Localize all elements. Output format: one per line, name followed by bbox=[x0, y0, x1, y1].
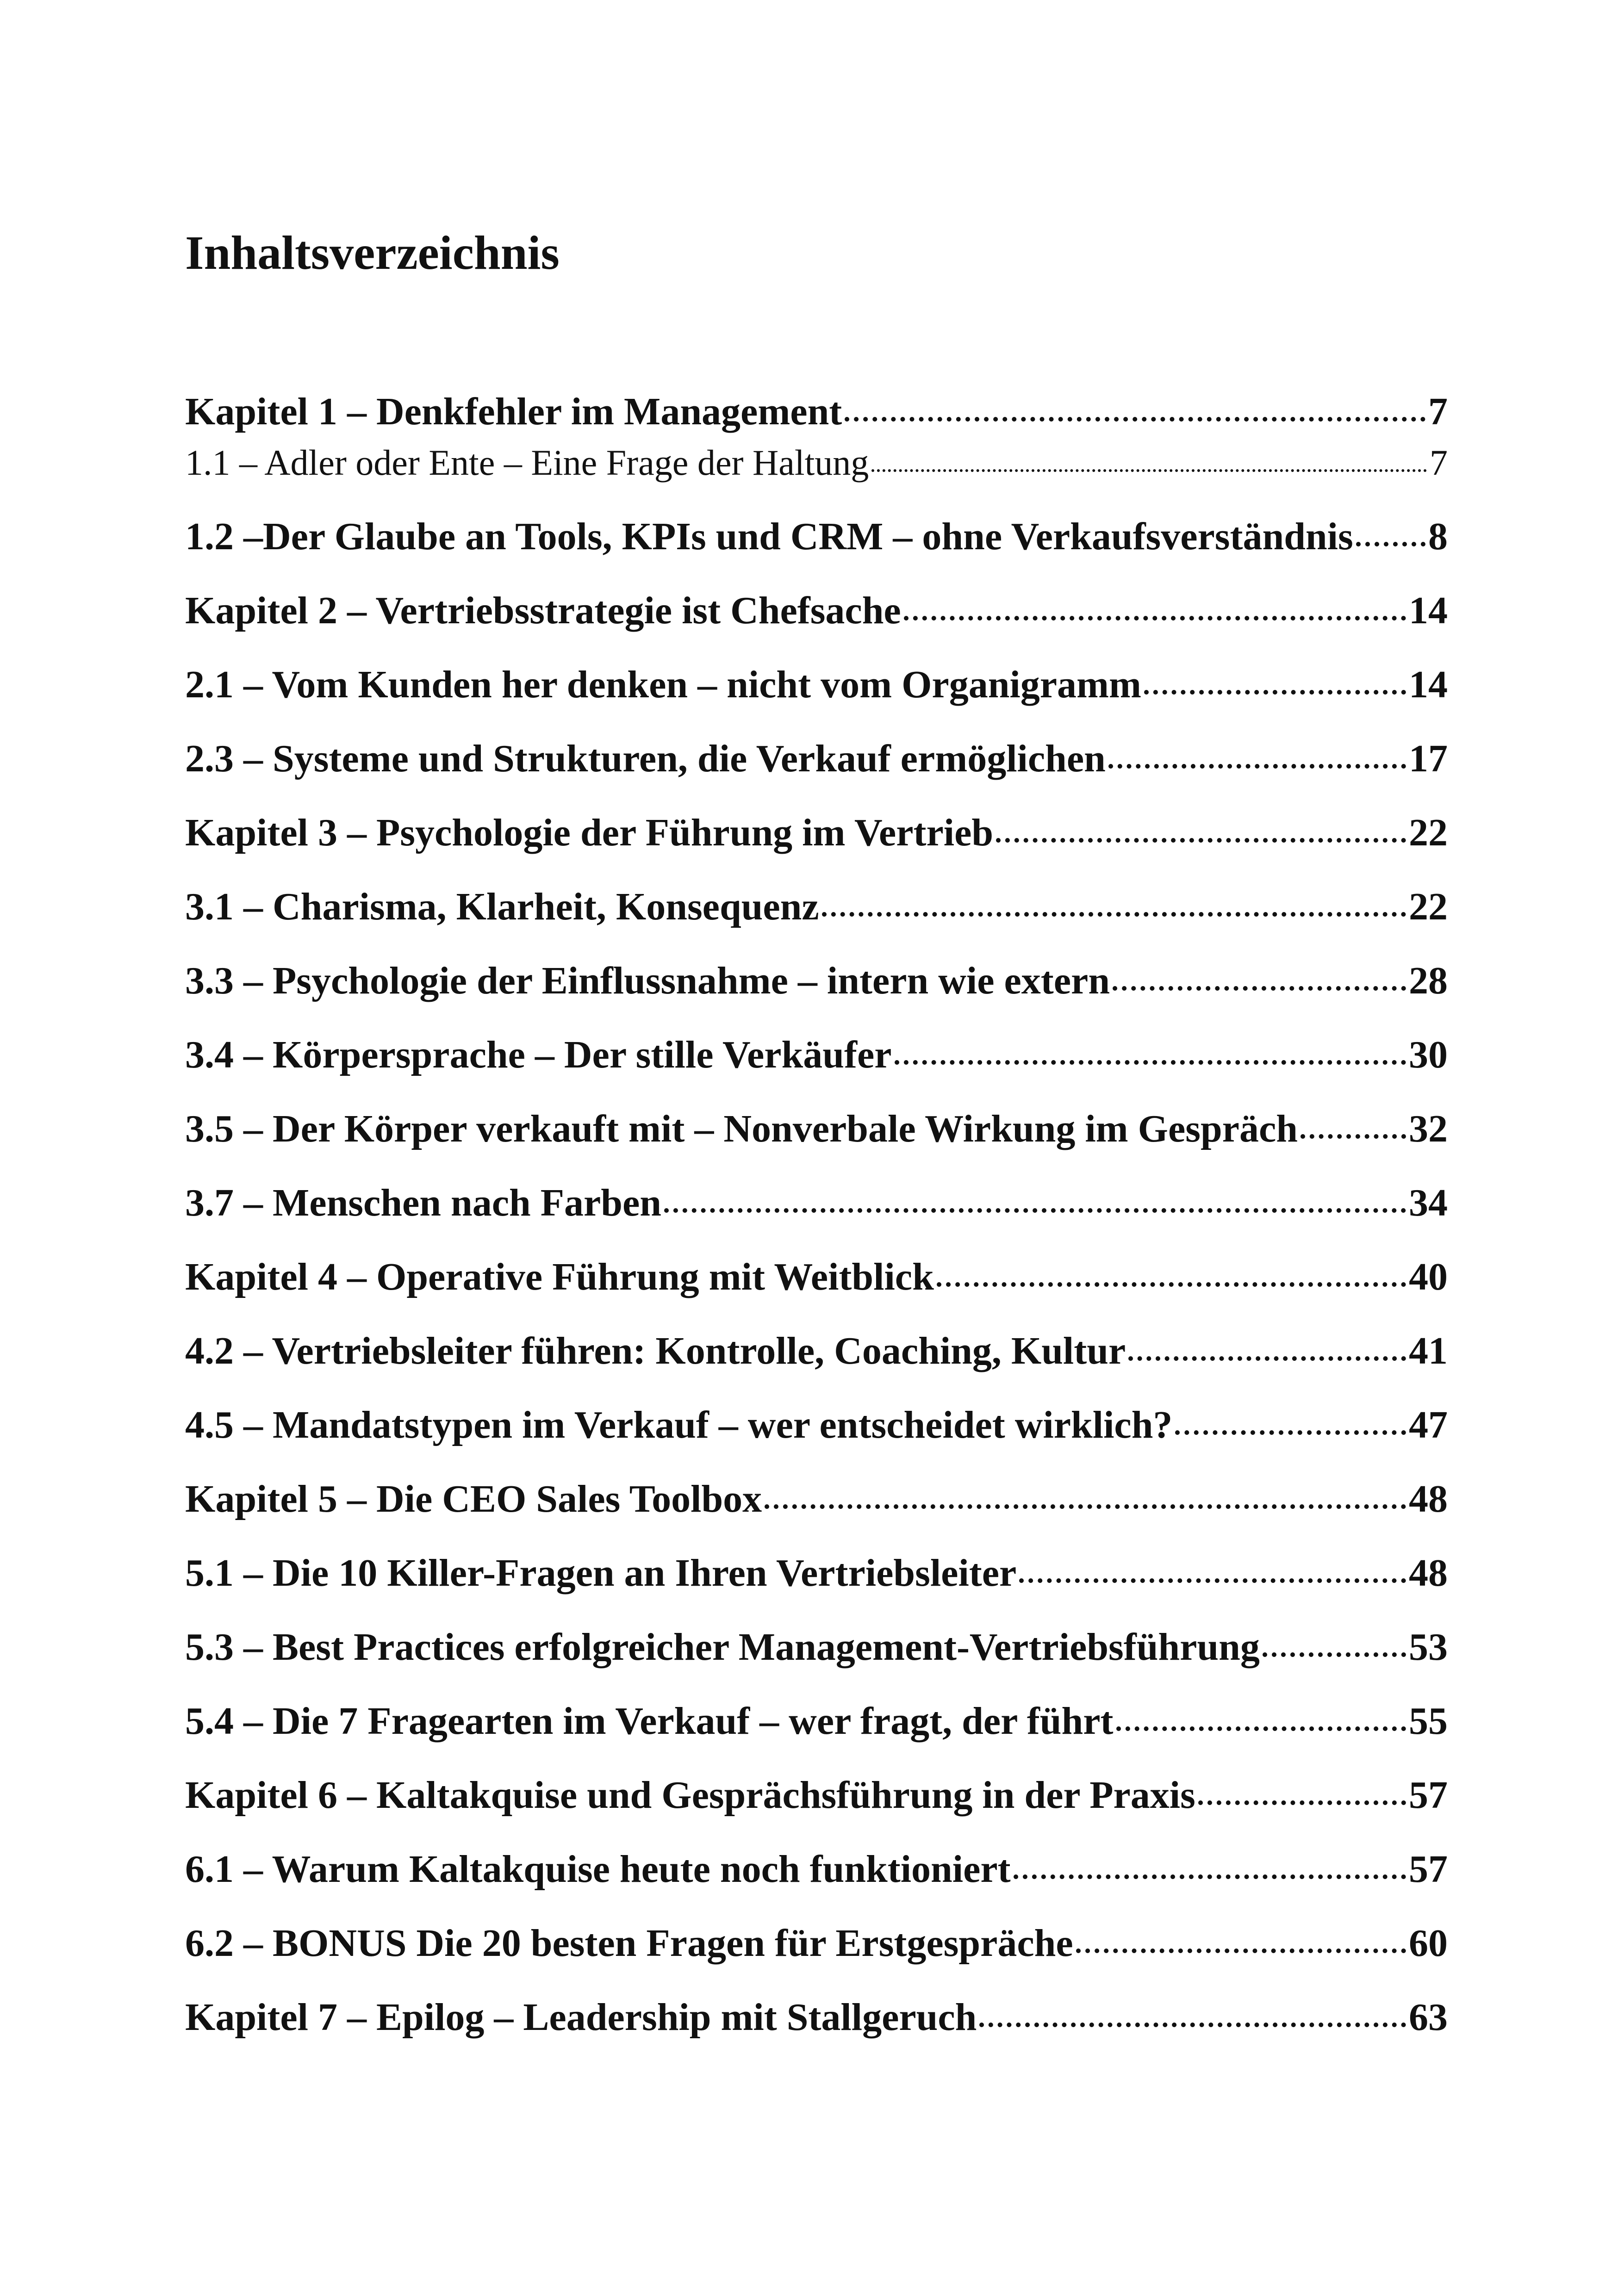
toc-page-number: 48 bbox=[1409, 1477, 1448, 1520]
toc-dot-leader bbox=[904, 616, 1406, 621]
toc-dot-leader bbox=[1128, 1356, 1406, 1361]
toc-page-number: 47 bbox=[1409, 1403, 1448, 1446]
toc-entry-label: Kapitel 1 – Denkfehler im Management bbox=[185, 390, 842, 433]
toc-dot-leader bbox=[871, 469, 1427, 472]
toc-entry-4-2[interactable] bbox=[185, 1326, 1448, 1377]
toc-entry-label: 3.7 – Menschen nach Farben bbox=[185, 1181, 661, 1224]
toc-page-number: 55 bbox=[1409, 1700, 1448, 1743]
toc-page-number: 57 bbox=[1409, 1848, 1448, 1891]
toc-page-number: 22 bbox=[1409, 885, 1448, 928]
toc-entry-6-1[interactable] bbox=[185, 1844, 1448, 1895]
toc-page-number: 7 bbox=[1428, 390, 1448, 433]
toc-entry-3-4[interactable] bbox=[185, 1030, 1448, 1080]
toc-entry-kapitel-4[interactable] bbox=[185, 1252, 1448, 1303]
toc-dot-leader bbox=[1198, 1800, 1406, 1805]
toc-dot-leader bbox=[1108, 764, 1406, 769]
toc-entry-label: 5.4 – Die 7 Fragearten im Verkauf – wer fragt, der führt bbox=[185, 1700, 1114, 1743]
toc-page-number: 17 bbox=[1409, 737, 1448, 780]
toc-dot-leader bbox=[1113, 986, 1406, 991]
toc-page-number: 57 bbox=[1409, 1774, 1448, 1817]
toc-dot-leader bbox=[822, 912, 1406, 917]
toc-entry-kapitel-5[interactable] bbox=[185, 1474, 1448, 1525]
toc-entry-label: Kapitel 4 – Operative Führung mit Weitblick bbox=[185, 1255, 934, 1298]
toc-entry-6-2[interactable] bbox=[185, 1918, 1448, 1969]
toc-page-number: 30 bbox=[1409, 1033, 1448, 1076]
toc-entry-1-1[interactable] bbox=[185, 437, 1448, 488]
toc-page-number: 63 bbox=[1409, 1996, 1448, 2039]
toc-entry-label: Kapitel 3 – Psychologie der Führung im Vertrieb bbox=[185, 811, 994, 854]
toc-page-number: 8 bbox=[1428, 515, 1448, 558]
page-title: Inhaltsverzeichnis bbox=[185, 226, 560, 279]
toc-page-number: 41 bbox=[1409, 1329, 1448, 1372]
toc-page-number: 14 bbox=[1409, 589, 1448, 632]
toc-dot-leader bbox=[1076, 1948, 1406, 1953]
toc-page-number: 22 bbox=[1409, 811, 1448, 854]
toc-entry-label: 1.2 –Der Glaube an Tools, KPIs und CRM – ohne Verkaufsverständnis bbox=[185, 515, 1353, 558]
toc-page-number: 32 bbox=[1409, 1107, 1448, 1150]
toc-entry-1-2[interactable] bbox=[185, 511, 1448, 562]
toc-dot-leader bbox=[1014, 1874, 1406, 1879]
toc-entry-3-3[interactable] bbox=[185, 956, 1448, 1006]
toc-entry-kapitel-6[interactable] bbox=[185, 1770, 1448, 1821]
toc-page-number: 48 bbox=[1409, 1551, 1448, 1595]
toc-page-number: 28 bbox=[1409, 959, 1448, 1002]
toc-dot-leader bbox=[664, 1208, 1406, 1213]
toc-entry-label: 4.2 – Vertriebsleiter führen: Kontrolle, Coaching, Kultur bbox=[185, 1329, 1126, 1372]
toc-entry-label: 5.3 – Best Practices erfolgreicher Management-Vertriebsführung bbox=[185, 1626, 1260, 1669]
toc-dot-leader bbox=[1175, 1430, 1406, 1435]
toc-dot-leader bbox=[845, 417, 1425, 422]
toc-entry-label: 5.1 – Die 10 Killer-Fragen an Ihren Vertriebsleiter bbox=[185, 1551, 1017, 1595]
toc-entry-label: 3.3 – Psychologie der Einflussnahme – intern wie extern bbox=[185, 959, 1110, 1002]
toc-page-number: 53 bbox=[1409, 1626, 1448, 1669]
toc-entry-2-1[interactable] bbox=[185, 659, 1448, 710]
toc-dot-leader bbox=[996, 838, 1406, 843]
toc-page-number: 7 bbox=[1430, 442, 1448, 483]
toc-page-number: 34 bbox=[1409, 1181, 1448, 1224]
toc-entry-kapitel-3[interactable] bbox=[185, 807, 1448, 858]
toc-dot-leader bbox=[1263, 1652, 1406, 1657]
toc-entry-label: 6.1 – Warum Kaltakquise heute noch funktioniert bbox=[185, 1848, 1011, 1891]
toc-entry-3-5[interactable] bbox=[185, 1104, 1448, 1154]
toc-entry-label: Kapitel 5 – Die CEO Sales Toolbox bbox=[185, 1477, 762, 1520]
toc-entry-2-3[interactable] bbox=[185, 733, 1448, 784]
toc-entry-label: 3.4 – Körpersprache – Der stille Verkäufer bbox=[185, 1033, 892, 1076]
toc-dot-leader bbox=[1301, 1134, 1406, 1139]
toc-entry-5-1[interactable] bbox=[185, 1548, 1448, 1599]
toc-page-number: 60 bbox=[1409, 1922, 1448, 1965]
toc-dot-leader bbox=[765, 1504, 1406, 1509]
toc-dot-leader bbox=[1144, 690, 1406, 695]
toc-entry-label: 2.1 – Vom Kunden her denken – nicht vom Organigramm bbox=[185, 663, 1141, 706]
toc-entry-label: 3.1 – Charisma, Klarheit, Konsequenz bbox=[185, 885, 819, 928]
toc-entry-3-1[interactable] bbox=[185, 881, 1448, 932]
toc-dot-leader bbox=[1116, 1726, 1406, 1731]
toc-dot-leader bbox=[1019, 1578, 1406, 1583]
toc-entry-kapitel-2[interactable] bbox=[185, 585, 1448, 636]
toc-entry-3-7[interactable] bbox=[185, 1178, 1448, 1229]
toc-dot-leader bbox=[979, 2023, 1406, 2027]
toc-entry-5-3[interactable] bbox=[185, 1622, 1448, 1673]
toc-entry-label: Kapitel 2 – Vertriebsstrategie ist Chefsache bbox=[185, 589, 901, 632]
toc-entry-4-5[interactable] bbox=[185, 1400, 1448, 1451]
toc-entry-label: Kapitel 7 – Epilog – Leadership mit Stallgeruch bbox=[185, 1996, 977, 2039]
toc-page-number: 14 bbox=[1409, 663, 1448, 706]
toc-page-number: 40 bbox=[1409, 1255, 1448, 1298]
toc-entry-kapitel-1[interactable] bbox=[185, 386, 1448, 437]
toc-entry-label: 2.3 – Systeme und Strukturen, die Verkauf ermöglichen bbox=[185, 737, 1106, 780]
toc-dot-leader bbox=[895, 1060, 1406, 1065]
toc-dot-leader bbox=[937, 1282, 1406, 1287]
toc-entry-label: 3.5 – Der Körper verkauft mit – Nonverbale Wirkung im Gespräch bbox=[185, 1107, 1298, 1150]
toc-entry-label: Kapitel 6 – Kaltakquise und Gesprächsführung in der Praxis bbox=[185, 1774, 1195, 1817]
toc-entry-label: 6.2 – BONUS Die 20 besten Fragen für Erstgespräche bbox=[185, 1922, 1073, 1965]
toc-entry-label: 1.1 – Adler oder Ente – Eine Frage der Haltung bbox=[185, 442, 869, 483]
toc-entry-label: 4.5 – Mandatstypen im Verkauf – wer entscheidet wirklich? bbox=[185, 1403, 1173, 1446]
toc-entry-kapitel-7[interactable] bbox=[185, 1992, 1448, 2043]
toc-dot-leader bbox=[1356, 542, 1425, 546]
toc-entry-5-4[interactable] bbox=[185, 1696, 1448, 1747]
